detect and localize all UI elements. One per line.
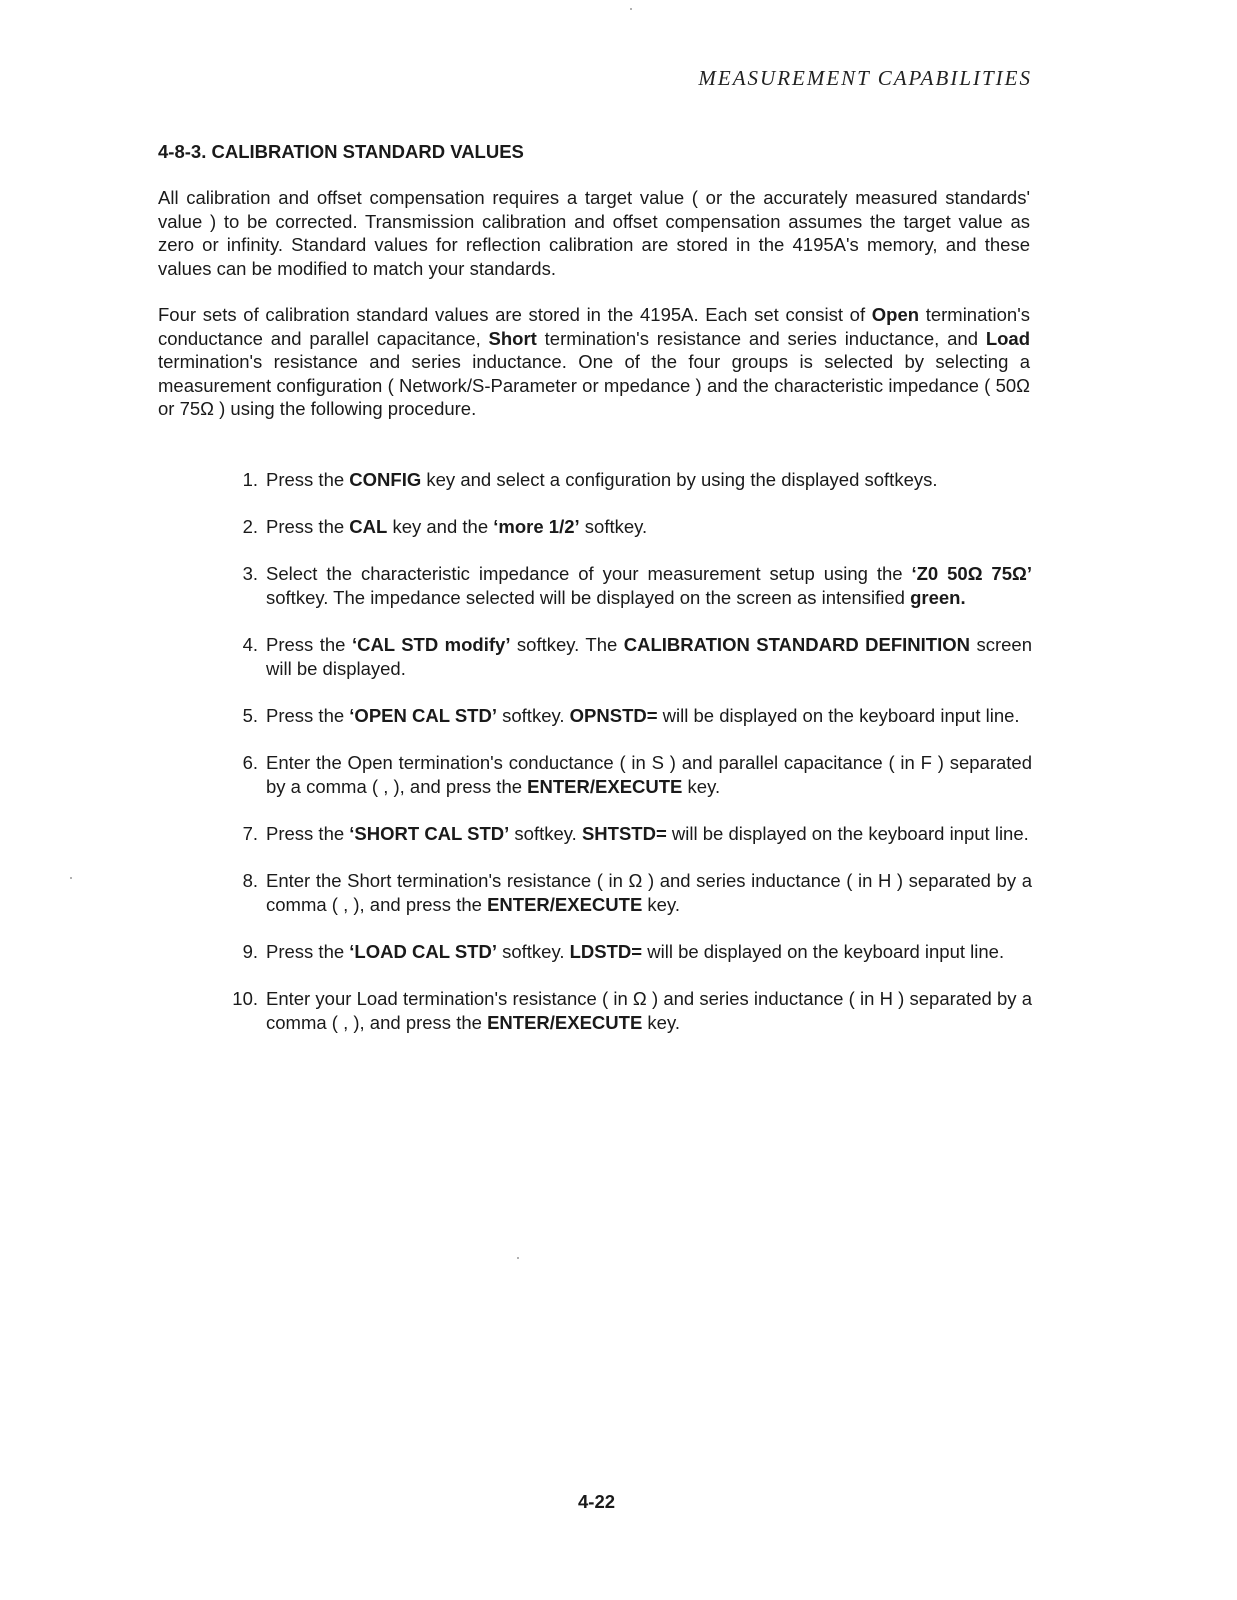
step-1 xyxy=(228,468,1032,492)
step-4 xyxy=(228,633,1032,681)
step-number: 5. xyxy=(242,705,258,726)
step-text: will be displayed on the keyboard input line. xyxy=(657,705,1020,726)
step-text: key. xyxy=(642,1012,680,1033)
step-text: will be displayed on the keyboard input line. xyxy=(666,823,1029,844)
step-text: Press the xyxy=(266,516,350,537)
step-9 xyxy=(228,940,1032,964)
step-8 xyxy=(228,869,1032,917)
step-keyword: SHTSTD= xyxy=(581,823,667,844)
step-5 xyxy=(228,704,1032,728)
step-number: 1. xyxy=(242,469,258,490)
step-text: key and select a configuration by using the displayed softkeys. xyxy=(421,469,938,490)
step-keyword: ‘CAL STD modify’ xyxy=(351,634,511,655)
step-2 xyxy=(228,515,1032,539)
step-keyword: LDSTD= xyxy=(569,941,643,962)
step-text: Press the xyxy=(266,469,350,490)
step-text: will be displayed on the keyboard input line. xyxy=(642,941,1005,962)
step-keyword: OPNSTD= xyxy=(569,705,658,726)
step-keyword: ENTER/EXECUTE xyxy=(487,894,643,915)
section-title: 4-8-3. CALIBRATION STANDARD VALUES xyxy=(158,141,524,162)
step-number: 7. xyxy=(242,823,258,844)
running-header: MEASUREMENT CAPABILITIES xyxy=(698,66,1032,90)
procedure-steps xyxy=(228,468,1032,1058)
step-keyword: CAL xyxy=(349,516,388,537)
page-number: 4-22 xyxy=(578,1491,616,1512)
load-keyword: Load xyxy=(985,327,1031,349)
step-text: Press the xyxy=(266,941,350,962)
scan-speck xyxy=(517,1257,519,1259)
step-keyword: ‘SHORT CAL STD’ xyxy=(349,823,510,844)
step-text: Press the xyxy=(266,634,352,655)
step-number: 2. xyxy=(242,516,258,537)
step-text: softkey. xyxy=(496,705,570,726)
step-text: key. xyxy=(642,894,680,915)
step-text: Press the xyxy=(266,823,350,844)
intro-paragraph: All calibration and offset compensation requires a target value ( or the accurately measured standards' value ) to be corrected. Transmission calibration and offset compensation assumes the target value as zero or infinity. Standard values for reflection calibration are stored in the 4195A's memory, and these values can be modified to match your standards. xyxy=(158,187,1030,279)
step-number: 9. xyxy=(242,941,258,962)
step-3 xyxy=(228,562,1032,610)
step-keyword: ENTER/EXECUTE xyxy=(487,1012,643,1033)
step-keyword: ‘OPEN CAL STD’ xyxy=(349,705,497,726)
step-text: key and the xyxy=(387,516,494,537)
step-number: 3. xyxy=(242,563,258,584)
step-text: Press the xyxy=(266,705,350,726)
paragraph-text: termination's conductance and parallel capacitance, xyxy=(158,304,1030,349)
paragraph-text: Four sets of calibration standard values are stored in the 4195A. Each set consist of xyxy=(158,304,872,325)
step-keyword: green. xyxy=(910,587,966,608)
step-6 xyxy=(228,751,1032,799)
step-10 xyxy=(228,987,1032,1035)
short-keyword: Short xyxy=(488,327,537,349)
step-number: 4. xyxy=(242,634,258,655)
step-keyword: CALIBRATION STANDARD DEFINITION xyxy=(623,634,970,655)
step-text: Select the characteristic impedance of your measurement setup using the xyxy=(266,563,912,584)
config-paragraph xyxy=(158,303,1030,421)
step-keyword: ‘LOAD CAL STD’ xyxy=(349,941,497,962)
step-keyword: ‘more 1/2’ xyxy=(493,516,580,537)
scan-speck xyxy=(630,8,632,10)
step-text: softkey. xyxy=(509,823,582,844)
step-text: softkey. xyxy=(579,516,648,537)
step-keyword: CONFIG xyxy=(349,469,422,490)
step-keyword: ‘Z0 50Ω 75Ω’ xyxy=(911,563,1032,584)
step-text: Enter the Open termination's conductance ( in S ) and parallel capacitance ( in F ) separated by a comma ( , ), and press the xyxy=(266,752,1032,797)
step-text: Enter the Short termination's resistance ( in Ω ) and series inductance ( in H ) separated by a comma ( , ), and press the xyxy=(266,870,1032,915)
step-number: 10. xyxy=(232,988,258,1009)
step-7 xyxy=(228,822,1032,846)
step-number: 6. xyxy=(242,752,258,773)
scan-speck xyxy=(70,877,72,879)
step-text: softkey. xyxy=(496,941,570,962)
step-text: softkey. The xyxy=(510,634,624,655)
step-number: 8. xyxy=(242,870,258,891)
step-keyword: ENTER/EXECUTE xyxy=(527,776,683,797)
paragraph-text: termination's resistance and series inductance. One of the four groups is selected by selecting a measurement configuration ( Network/S-Parameter or mpedance ) and the characteristic impedance ( 50Ω or 75Ω ) using the following procedure. xyxy=(158,351,1030,419)
step-text: key. xyxy=(682,776,721,797)
open-keyword: Open xyxy=(871,304,920,325)
paragraph-text: termination's resistance and series inductance, and xyxy=(536,327,986,349)
step-text: Enter your Load termination's resistance ( in Ω ) and series inductance ( in H ) separated by a comma ( , ), and press the xyxy=(266,988,1032,1033)
step-text: screen will be displayed. xyxy=(266,634,1032,679)
step-text: softkey. The impedance selected will be displayed on the screen as intensified xyxy=(266,587,911,608)
